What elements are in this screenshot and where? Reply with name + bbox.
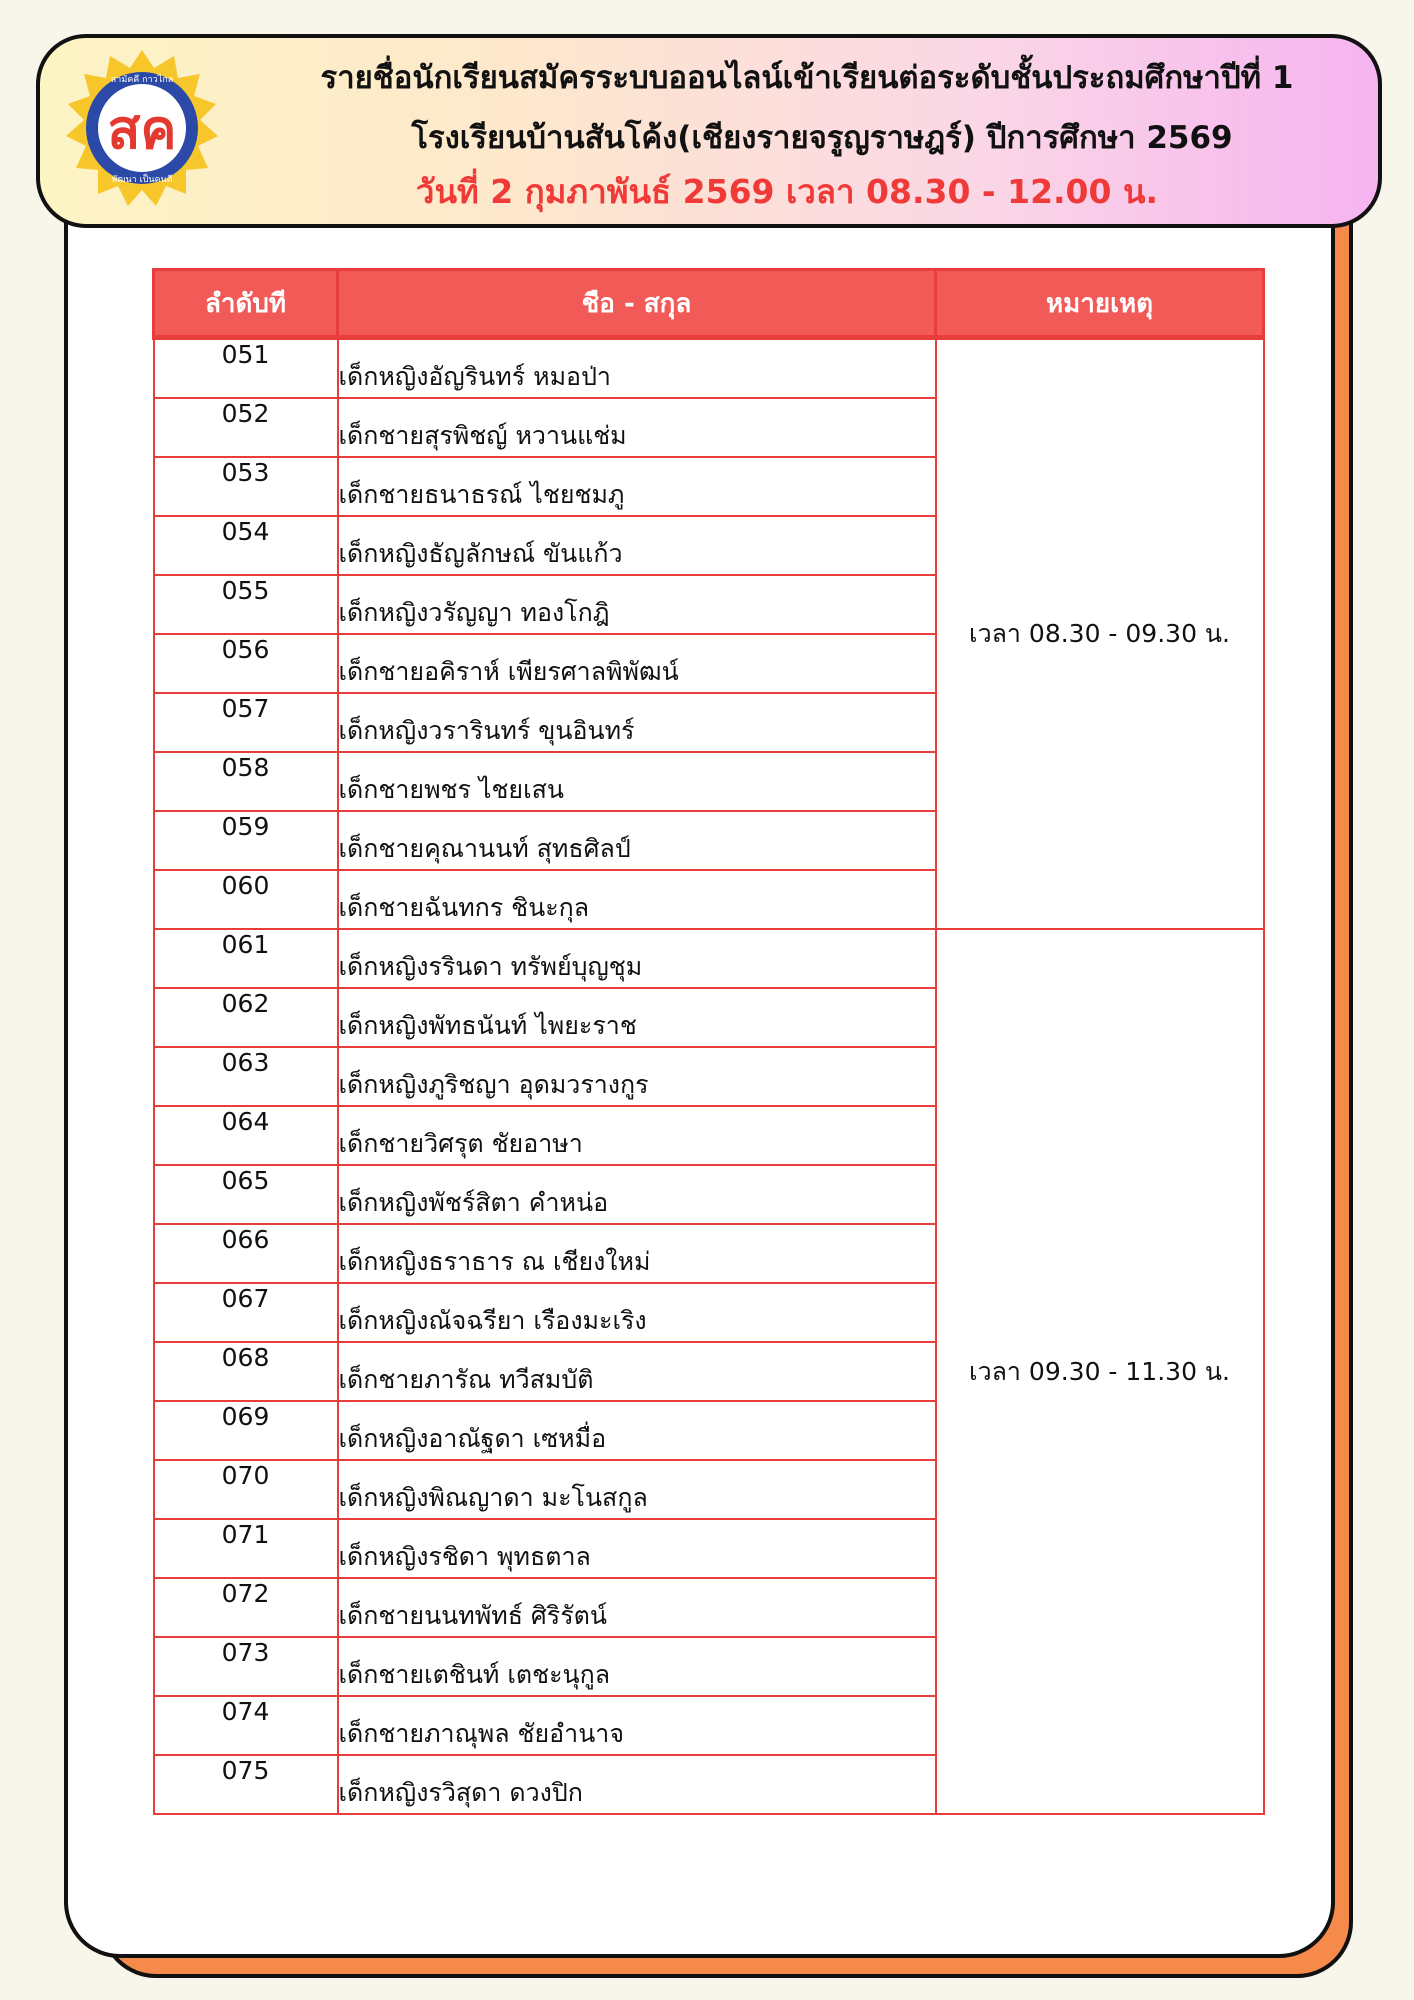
student-name: เด็กหญิงอัญรินทร์ หมอป่า bbox=[338, 338, 936, 399]
logo-text-bottom: พัฒนา เป็นคนดี bbox=[111, 175, 173, 185]
row-number: 070 bbox=[154, 1460, 338, 1519]
row-number: 062 bbox=[154, 988, 338, 1047]
row-number: 057 bbox=[154, 693, 338, 752]
student-name: เด็กชายนนทพัทธ์ ศิริรัตน์ bbox=[338, 1578, 936, 1637]
row-number: 052 bbox=[154, 398, 338, 457]
row-number: 069 bbox=[154, 1401, 338, 1460]
row-number: 065 bbox=[154, 1165, 338, 1224]
title-line-2: โรงเรียนบ้านสันโค้ง(เชียงรายจรูญราษฎร์) ปีการศึกษา 2569 bbox=[411, 120, 1233, 156]
table-row bbox=[154, 338, 1264, 399]
row-number: 055 bbox=[154, 575, 338, 634]
table-row bbox=[154, 929, 1264, 988]
student-name: เด็กหญิงธัญลักษณ์ ขันแก้ว bbox=[338, 516, 936, 575]
table-header-row bbox=[154, 270, 1264, 338]
row-number: 075 bbox=[154, 1755, 338, 1814]
row-number: 073 bbox=[154, 1637, 338, 1696]
row-number: 071 bbox=[154, 1519, 338, 1578]
student-name: เด็กหญิงรรินดา ทรัพย์บุญชุม bbox=[338, 929, 936, 988]
student-name: เด็กชายฉันทกร ชินะกุล bbox=[338, 870, 936, 929]
row-number: 064 bbox=[154, 1106, 338, 1165]
student-name: เด็กชายสุรพิชญ์ หวานแช่ม bbox=[338, 398, 936, 457]
student-name: เด็กหญิงภูริชญา อุดมวรางกูร bbox=[338, 1047, 936, 1106]
student-name: เด็กชายภาณุพล ชัยอำนาจ bbox=[338, 1696, 936, 1755]
student-name: เด็กหญิงวรารินทร์ ขุนอินทร์ bbox=[338, 693, 936, 752]
row-number: 059 bbox=[154, 811, 338, 870]
student-table bbox=[152, 268, 1265, 1815]
row-number: 051 bbox=[154, 338, 338, 399]
row-number: 054 bbox=[154, 516, 338, 575]
header-name: ชือ - สกุล bbox=[338, 270, 936, 338]
logo-initials: สค bbox=[107, 98, 177, 161]
student-name: เด็กหญิงพัชร์สิตา คำหน่อ bbox=[338, 1165, 936, 1224]
student-name: เด็กชายธนาธรณ์ ไชยชมภู bbox=[338, 457, 936, 516]
header-note: หมายเหตุ bbox=[936, 270, 1264, 338]
row-number: 056 bbox=[154, 634, 338, 693]
table-body bbox=[154, 338, 1264, 1815]
student-name: เด็กชายเตชินท์ เตชะนุกูล bbox=[338, 1637, 936, 1696]
student-name: เด็กหญิงธราธาร ณ เชียงใหม่ bbox=[338, 1224, 936, 1283]
title-line-1: รายชื่อนักเรียนสมัครระบบออนไลน์เข้าเรียนต่อระดับชั้นประถมศึกษาปีที่ 1 bbox=[320, 60, 1294, 96]
student-name: เด็กหญิงรวิสุดา ดวงปิก bbox=[338, 1755, 936, 1814]
logo-text-top: สามัคคี กาวไกล bbox=[110, 75, 174, 85]
student-name: เด็กชายภารัณ ทวีสมบัติ bbox=[338, 1342, 936, 1401]
student-name: เด็กชายอคิราห์ เพียรศาลพิพัฒน์ bbox=[338, 634, 936, 693]
student-name: เด็กหญิงอาณัฐดา เซหมื่อ bbox=[338, 1401, 936, 1460]
student-name: เด็กหญิงพิณญาดา มะโนสกูล bbox=[338, 1460, 936, 1519]
row-number: 074 bbox=[154, 1696, 338, 1755]
row-number: 063 bbox=[154, 1047, 338, 1106]
header-order: ลำดับที bbox=[154, 270, 338, 338]
student-name: เด็กหญิงพัทธนันท์ ไพยะราช bbox=[338, 988, 936, 1047]
time-slot-note: เวลา 08.30 - 09.30 น. bbox=[936, 338, 1264, 930]
row-number: 053 bbox=[154, 457, 338, 516]
title-line-3-date: วันที่ 2 กุมภาพันธ์ 2569 เวลา 08.30 - 12.00 น. bbox=[415, 172, 1159, 211]
time-slot-note: เวลา 09.30 - 11.30 น. bbox=[936, 929, 1264, 1814]
student-name: เด็กชายคุณานนท์ สุทธศิลป์ bbox=[338, 811, 936, 870]
student-name: เด็กหญิงวรัญญา ทองโกฎิ bbox=[338, 575, 936, 634]
row-number: 060 bbox=[154, 870, 338, 929]
row-number: 068 bbox=[154, 1342, 338, 1401]
row-number: 061 bbox=[154, 929, 338, 988]
row-number: 066 bbox=[154, 1224, 338, 1283]
student-name: เด็กหญิงณัจฉรียา เรืองมะเริง bbox=[338, 1283, 936, 1342]
student-name: เด็กชายวิศรุต ชัยอาษา bbox=[338, 1106, 936, 1165]
row-number: 058 bbox=[154, 752, 338, 811]
student-name: เด็กหญิงรชิดา พุทธตาล bbox=[338, 1519, 936, 1578]
row-number: 067 bbox=[154, 1283, 338, 1342]
row-number: 072 bbox=[154, 1578, 338, 1637]
student-name: เด็กชายพชร ไชยเสน bbox=[338, 752, 936, 811]
